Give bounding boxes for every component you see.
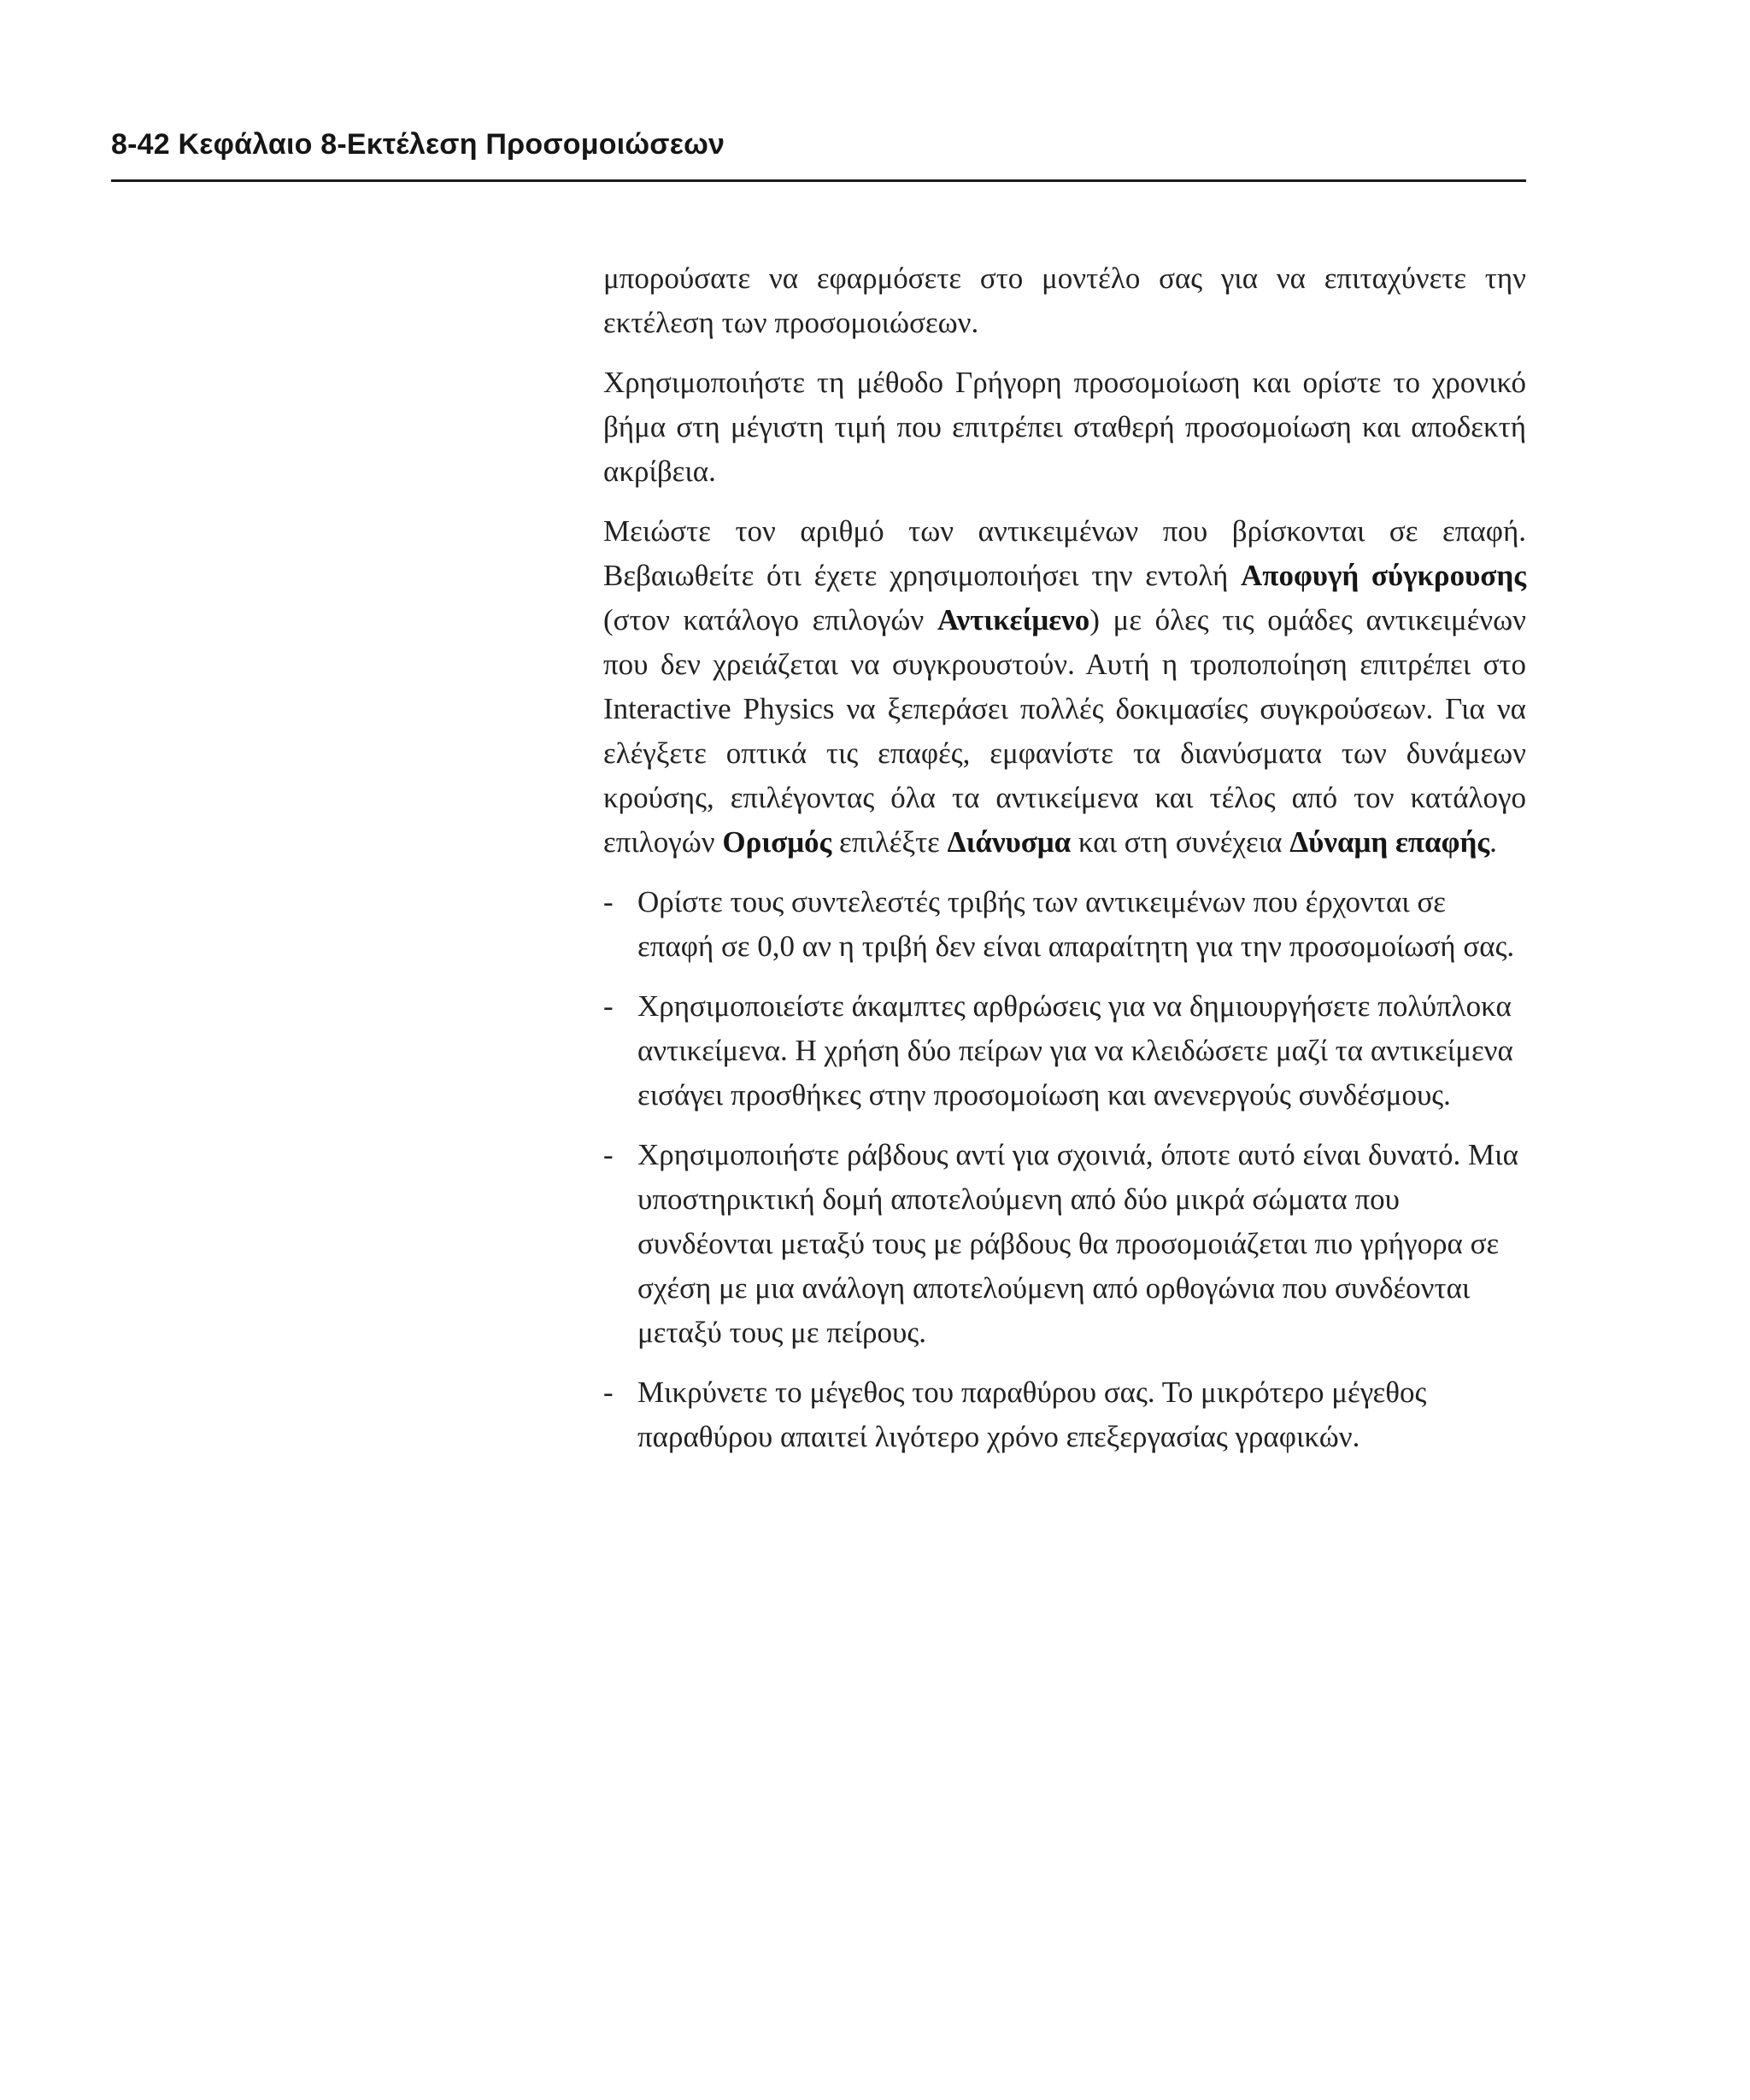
paragraph-text: . <box>1489 825 1497 859</box>
list-item-text: Μικρύνετε το μέγεθος του παραθύρου σας. Το μικρότερο μέγεθος παραθύρου απαιτεί λιγότερο χρόνο επεξεργασίας γραφικών. <box>637 1376 1427 1453</box>
paragraph-fast-simulation: Χρησιμοποιήστε τη μέθοδο Γρήγορη προσομοίωση και ορίστε το χρονικό βήμα στη μέγιστη τιμή που επιτρέπει σταθερή προσομοίωση και αποδεκτή ακρίβεια. <box>603 366 1526 488</box>
dash-bullet: - <box>603 1138 614 1171</box>
dash-bullet: - <box>603 1376 614 1409</box>
dash-bullet: - <box>603 885 614 918</box>
menu-define: Ορισμός <box>722 825 832 859</box>
command-contact-force: Δύναμη επαφής <box>1289 825 1490 859</box>
paragraph-text: (στον κατάλογο επιλογών <box>603 603 937 636</box>
paragraph-text: και στη συνέχεια <box>1071 825 1290 859</box>
list-item-text: Χρησιμοποιείστε άκαμπτες αρθρώσεις για να δημιουργήσετε πολύπλοκα αντικείμενα. Η χρήση δύο πείρων για να κλειδώσετε μαζί τα αντικείμενα εισάγει προσθήκες στην προσομοίωση και ανενεργούς συνδέσμους. <box>637 989 1513 1112</box>
paragraph-reduce-contacts <box>603 509 1526 865</box>
paragraph-text: επιλέξτε <box>831 825 948 859</box>
list-item <box>603 1133 1526 1355</box>
command-vector: Διάνυσμα <box>947 825 1072 859</box>
paragraph-speedup-intro: μπορούσατε να εφαρμόσετε στο μοντέλο σας για να επιταχύνετε την εκτέλεση των προσομοιώσεων. <box>603 261 1526 339</box>
page-header: 8-42 Κεφάλαιο 8-Εκτέλεση Προσομοιώσεων <box>111 128 725 161</box>
tips-list <box>603 880 1526 1459</box>
body-text <box>603 256 1526 1475</box>
menu-object: Αντικείμενο <box>937 603 1090 636</box>
list-item <box>603 1370 1526 1459</box>
list-item-text: Χρησιμοποιήστε ράβδους αντί για σχοινιά, όποτε αυτό είναι δυνατό. Μια υποστηρικτική δομή αποτελούμενη από δύο μικρά σώματα που συνδέονται μεταξύ τους με ράβδους θα προσομοιάζεται πιο γρήγορα σε σχέση με μια ανάλογη αποτελούμενη από ορθογώνια που συνδέονται μεταξύ τους με πείρους. <box>637 1138 1518 1349</box>
dash-bullet: - <box>603 989 614 1023</box>
command-avoid-collision: Αποφυγή σύγκρουσης <box>1241 559 1526 592</box>
paragraph-text: Μειώστε τον αριθμό των αντικειμένων που βρίσκονται σε επαφή. Βεβαιωθείτε ότι έχετε χρησιμοποιήσει την εντολή <box>603 514 1526 592</box>
header-divider <box>111 179 1526 182</box>
paragraph-text: ) με όλες τις ομάδες αντικειμένων που δεν χρειάζεται να συγκρουστούν. Αυτή η τροποποίηση επιτρέπει στο Interactive Physics να ξεπεράσει πολλές δοκιμασίες συγκρούσεων. Για να ελέγξετε οπτικά τις επαφές, εμφανίστε τα διανύσματα των δυνάμεων κρούσης, επιλέγοντας όλα τα αντικείμενα και τέλος από τον κατάλογο επιλογών <box>603 603 1526 859</box>
list-item <box>603 984 1526 1117</box>
list-item-text: Ορίστε τους συντελεστές τριβής των αντικειμένων που έρχονται σε επαφή σε 0,0 αν η τριβή δεν είναι απαραίτητη για την προσομοίωσή σας. <box>637 885 1515 963</box>
list-item <box>603 880 1526 969</box>
